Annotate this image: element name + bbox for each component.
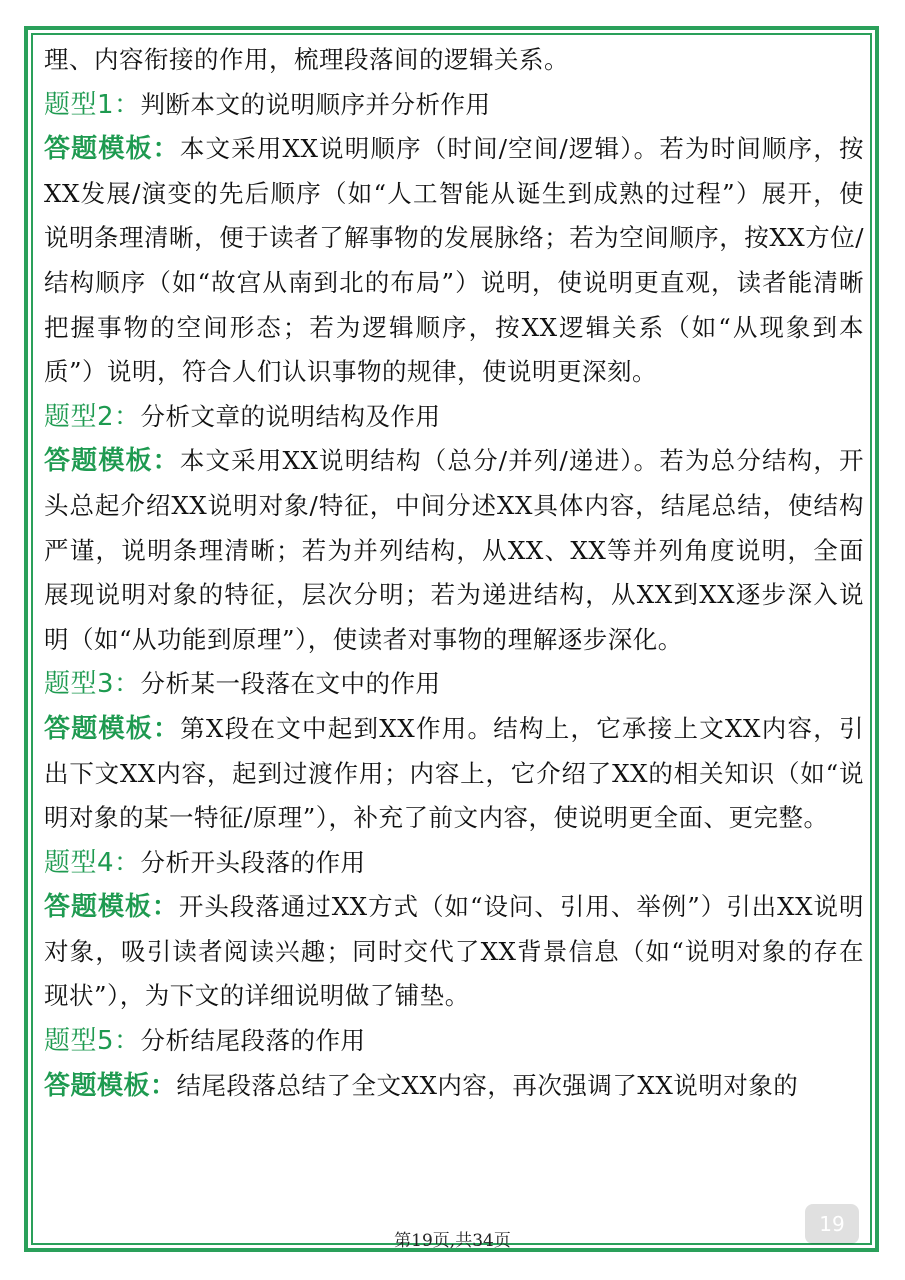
question-type-label: 题型3： — [44, 669, 141, 700]
question-type-label: 题型2： — [44, 401, 141, 432]
question-type-4 — [44, 841, 864, 886]
answer-template-label: 答题模板： — [44, 713, 181, 744]
answer-template-text: 本文采用XX说明结构（总分/并列/递进）。若为总分结构，开头总起介绍XX说明对象/特征，中间分述XX具体内容，结尾总结，使结构严谨，说明条理清晰；若为并列结构，从XX、XX等并列角度说明，全面展现说明对象的特征，层次分明；若为递进结构，从XX到XX逐步深入说明（如“从功能到原理”），使读者对事物的理解逐步深化。 — [44, 446, 864, 654]
question-type-label: 题型1： — [44, 89, 141, 120]
answer-template-text: 本文采用XX说明顺序（时间/空间/逻辑）。若为时间顺序，按XX发展/演变的先后顺序（如“人工智能从诞生到成熟的过程”）展开，使说明条理清晰，便于读者了解事物的发展脉络；若为空间顺序，按XX方位/结构顺序（如“故宫从南到北的布局”）说明，使说明更直观，读者能清晰把握事物的空间形态；若为逻辑顺序，按XX逻辑关系（如“从现象到本质”）说明，符合人们认识事物的规律，使说明更深刻。 — [44, 134, 864, 387]
page-footer: 第19页,共34页 — [394, 1231, 511, 1251]
answer-template-1 — [44, 127, 864, 395]
page-number-badge[interactable]: 19 — [805, 1204, 859, 1244]
continuation-text: 理、内容衔接的作用，梳理段落间的逻辑关系。 — [44, 45, 569, 74]
answer-template-2 — [44, 439, 864, 662]
question-type-1 — [44, 83, 864, 128]
question-type-text: 判断本文的说明顺序并分析作用 — [140, 89, 491, 119]
question-type-label: 题型4： — [44, 847, 141, 878]
document-body — [44, 38, 864, 1108]
question-type-text: 分析开头段落的作用 — [140, 847, 366, 877]
question-type-2 — [44, 395, 864, 440]
question-type-3 — [44, 662, 864, 707]
answer-template-4 — [44, 885, 864, 1019]
answer-template-label: 答题模板： — [44, 892, 179, 923]
answer-template-text: 开头段落通过XX方式（如“设问、引用、举例”）引出XX说明对象，吸引读者阅读兴趣；同时交代了XX背景信息（如“说明对象的存在现状”），为下文的详细说明做了铺垫。 — [44, 892, 864, 1011]
answer-template-text: 第X段在文中起到XX作用。结构上，它承接上文XX内容，引出下文XX内容，起到过渡作用；内容上，它介绍了XX的相关知识（如“说明对象的某一特征/原理”），补充了前文内容，使说明更全面、更完整。 — [44, 713, 864, 833]
question-type-label: 题型5： — [44, 1026, 141, 1057]
question-type-text: 分析某一段落在文中的作用 — [140, 669, 441, 699]
question-type-text: 分析文章的说明结构及作用 — [140, 401, 441, 431]
question-type-5 — [44, 1019, 864, 1064]
answer-template-3 — [44, 707, 864, 841]
answer-template-label: 答题模板： — [44, 446, 180, 477]
answer-template-5 — [44, 1064, 864, 1109]
answer-template-label: 答题模板： — [44, 134, 180, 165]
answer-template-text: 结尾段落总结了全文XX内容，再次强调了XX说明对象的 — [176, 1070, 799, 1100]
question-type-text: 分析结尾段落的作用 — [140, 1026, 366, 1056]
answer-template-label: 答题模板： — [44, 1070, 177, 1101]
